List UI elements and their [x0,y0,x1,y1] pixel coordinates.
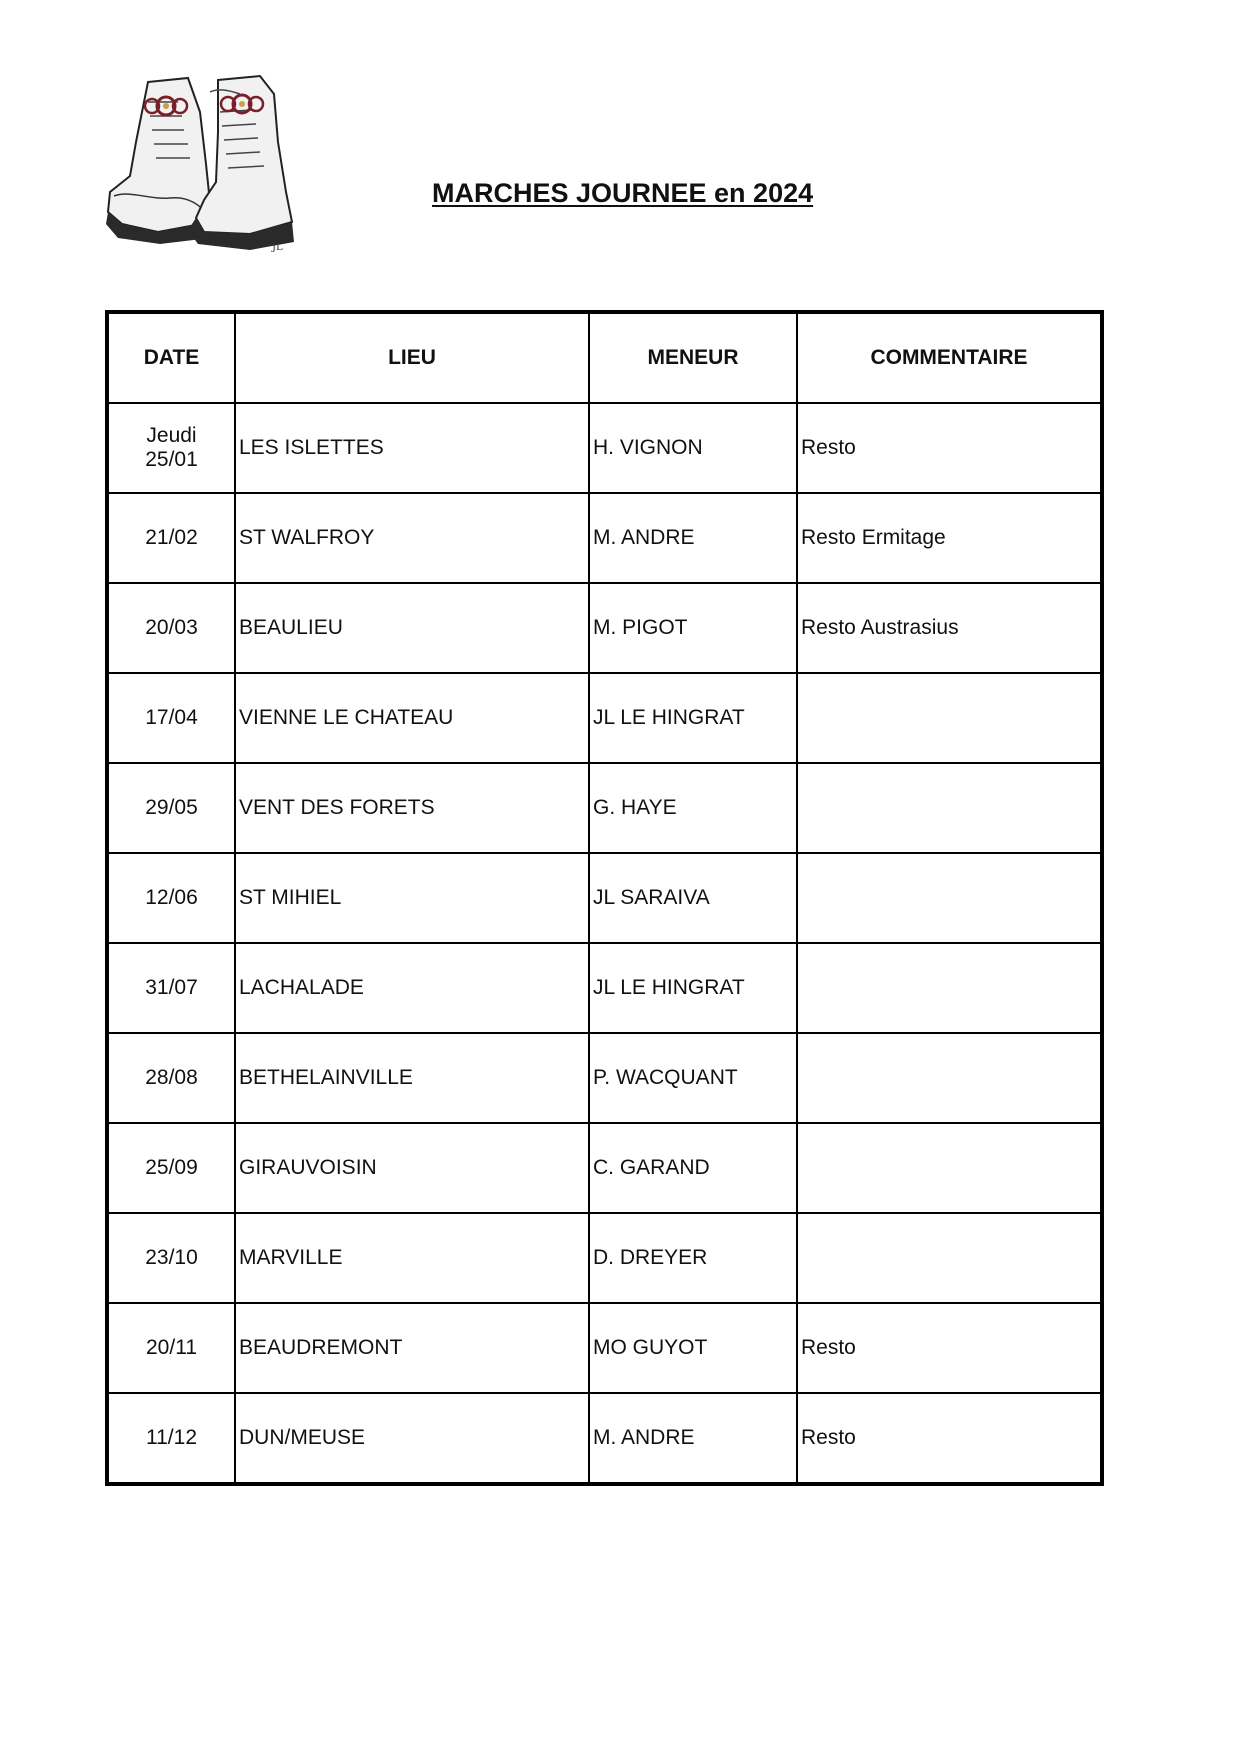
table-row [107,1213,1102,1303]
cell-lieu: BEAULIEU [235,583,589,673]
cell-date: 31/07 [107,943,235,1033]
cell-date: 29/05 [107,763,235,853]
cell-lieu: VENT DES FORETS [235,763,589,853]
cell-meneur: C. GARAND [589,1123,797,1213]
page-title: MARCHES JOURNEE en 2024 [432,178,814,208]
table-row [107,583,1102,673]
cell-date: 20/03 [107,583,235,673]
cell-date-day: Jeudi [146,424,197,447]
cell-date: 21/02 [107,493,235,583]
cell-meneur: JL LE HINGRAT [589,673,797,763]
table-row [107,493,1102,583]
table-row [107,1123,1102,1213]
cell-meneur: H. VIGNON [589,403,797,493]
cell-meneur: JL SARAIVA [589,853,797,943]
cell-date [107,403,235,493]
cell-commentaire: Resto [797,1393,1102,1484]
table-row [107,1393,1102,1484]
table-row [107,763,1102,853]
cell-date: 28/08 [107,1033,235,1123]
schedule-table [105,310,1104,1486]
cell-lieu: ST MIHIEL [235,853,589,943]
cell-meneur: P. WACQUANT [589,1033,797,1123]
cell-date: 23/10 [107,1213,235,1303]
cell-date: 11/12 [107,1393,235,1484]
cell-lieu: DUN/MEUSE [235,1393,589,1484]
svg-text:JL: JL [272,242,283,253]
header-date: DATE [107,312,235,403]
table-row [107,1033,1102,1123]
cell-lieu: BEAUDREMONT [235,1303,589,1393]
cell-commentaire: Resto [797,403,1102,493]
cell-commentaire: Resto Ermitage [797,493,1102,583]
cell-date: 20/11 [107,1303,235,1393]
cell-date: 25/09 [107,1123,235,1213]
cell-commentaire [797,1123,1102,1213]
cell-commentaire [797,943,1102,1033]
hiking-boots-icon [100,72,310,258]
cell-date-value: 25/01 [145,448,198,471]
header-meneur: MENEUR [589,312,797,403]
cell-commentaire [797,1033,1102,1123]
cell-meneur: M. ANDRE [589,493,797,583]
table-row [107,673,1102,763]
cell-commentaire: Resto [797,1303,1102,1393]
cell-commentaire [797,1213,1102,1303]
header-commentaire: COMMENTAIRE [797,312,1102,403]
cell-commentaire [797,673,1102,763]
cell-meneur: M. PIGOT [589,583,797,673]
table-row [107,1303,1102,1393]
cell-commentaire: Resto Austrasius [797,583,1102,673]
cell-lieu: LACHALADE [235,943,589,1033]
header-lieu: LIEU [235,312,589,403]
cell-commentaire [797,763,1102,853]
table-row [107,943,1102,1033]
cell-lieu: ST WALFROY [235,493,589,583]
cell-meneur: D. DREYER [589,1213,797,1303]
cell-date: 12/06 [107,853,235,943]
cell-commentaire [797,853,1102,943]
cell-lieu: MARVILLE [235,1213,589,1303]
table-row [107,853,1102,943]
cell-meneur: M. ANDRE [589,1393,797,1484]
cell-lieu: GIRAUVOISIN [235,1123,589,1213]
table-header-row [107,312,1102,403]
cell-lieu: VIENNE LE CHATEAU [235,673,589,763]
cell-meneur: G. HAYE [589,763,797,853]
cell-meneur: MO GUYOT [589,1303,797,1393]
cell-lieu: BETHELAINVILLE [235,1033,589,1123]
cell-lieu: LES ISLETTES [235,403,589,493]
cell-date: 17/04 [107,673,235,763]
table-row [107,403,1102,493]
cell-meneur: JL LE HINGRAT [589,943,797,1033]
